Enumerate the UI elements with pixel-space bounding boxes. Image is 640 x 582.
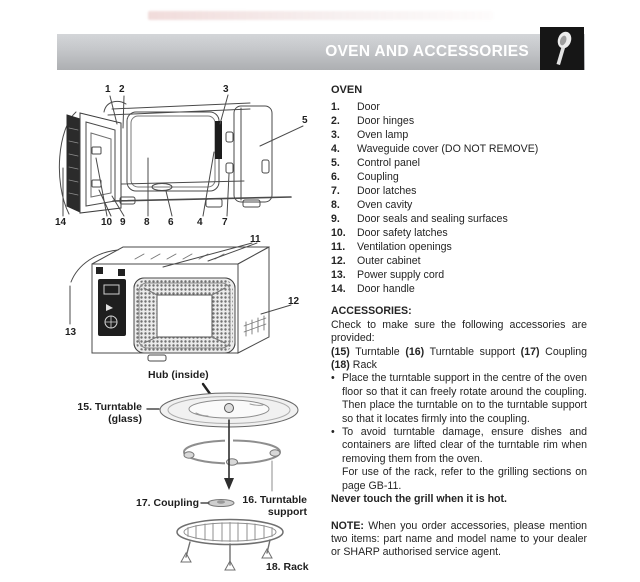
callout-14: 14 <box>55 217 67 228</box>
coupling-hub <box>152 184 172 191</box>
part-label: Oven lamp <box>357 129 409 142</box>
text-column <box>331 84 587 560</box>
header-bar <box>57 34 585 70</box>
part-label: Ventilation openings <box>357 241 452 254</box>
callout-5: 5 <box>302 115 308 126</box>
note-text: When you order accessories, please mention two items: part name and model name to your dealer or SHARP authorised service agent. <box>331 519 587 559</box>
page-title: OVEN AND ACCESSORIES <box>325 43 529 60</box>
accessories-intro: Check to make sure the following accessories are provided: <box>331 318 587 345</box>
part-number: 5. <box>331 157 340 170</box>
part-number: 8. <box>331 199 340 212</box>
turntable-diagram <box>147 384 298 507</box>
scan-artifact <box>148 11 493 20</box>
bullet-marker: • <box>331 426 335 439</box>
callout-1: 1 <box>105 84 111 95</box>
ref-16: (16) <box>405 345 425 358</box>
oven-cavity-diagram <box>70 243 291 361</box>
callout-10: 10 <box>101 217 113 228</box>
callout-12: 12 <box>288 296 300 307</box>
part-row <box>331 268 587 282</box>
part-label: Waveguide cover (DO NOT REMOVE) <box>357 143 539 156</box>
part-row <box>331 184 587 198</box>
part-label: Oven cavity <box>357 199 413 212</box>
part-number: 1. <box>331 101 340 114</box>
bullet-item <box>331 372 587 426</box>
part-row <box>331 240 587 254</box>
part-number: 6. <box>331 171 340 184</box>
part-number: 2. <box>331 115 340 128</box>
chapter-icon-box <box>540 27 584 70</box>
callout-13: 13 <box>65 327 77 338</box>
coupling-part <box>208 500 234 507</box>
bullet-marker: • <box>331 372 335 385</box>
part-label: Control panel <box>357 157 421 170</box>
turntable-hub <box>225 404 234 413</box>
turntable-glass <box>160 393 298 427</box>
part-row <box>331 198 587 212</box>
control-panel-housing <box>234 106 272 202</box>
note-label: NOTE: <box>331 519 364 532</box>
rack-label: 18. Rack <box>266 561 309 573</box>
part-label: Door safety latches <box>357 227 448 240</box>
oven-parts-list <box>331 100 587 296</box>
callout-4: 4 <box>197 217 203 228</box>
part-number: 11. <box>331 241 346 254</box>
callout-3: 3 <box>223 84 229 95</box>
part-label: Coupling <box>357 171 399 184</box>
part-label: Door latches <box>357 185 417 198</box>
ref-18: (18) <box>331 359 350 372</box>
hub-caption: Hub (inside) <box>148 369 209 381</box>
part-number: 13. <box>331 269 346 282</box>
ref-15: (15) <box>331 345 350 358</box>
part-number: 10. <box>331 227 346 240</box>
callout-8: 8 <box>144 217 150 228</box>
grill-warning: Never touch the grill when it is hot. <box>331 493 507 506</box>
part-number: 3. <box>331 129 340 142</box>
oven-cavity-window <box>127 112 219 191</box>
spoon-icon <box>540 27 584 70</box>
part-label: Power supply cord <box>357 269 445 282</box>
part-row <box>331 142 587 156</box>
part-label: Door handle <box>357 283 415 296</box>
part-row <box>331 226 587 240</box>
part-row <box>331 170 587 184</box>
callout-9: 9 <box>120 217 126 228</box>
part-label: Door seals and sealing surfaces <box>357 213 508 226</box>
callout-2: 2 <box>119 84 125 95</box>
rack-usage-note: For use of the rack, refer to the grilling sections on page GB-11. <box>342 466 587 492</box>
bullet-text: To avoid turntable damage, ensure dishes and containers are lifted clear of the turntable rim when removing them from the oven. <box>342 426 587 465</box>
callout-6: 6 <box>168 217 174 228</box>
bullet-text: Place the turntable support in the centre of the oven floor so that it can freely rotate around the coupling. Then place the turntable on to the turntable support so that it locates firmly into the coupling. <box>342 372 587 425</box>
control-panel <box>98 279 126 336</box>
oven-heading: OVEN <box>331 84 363 96</box>
oven-lamp-slot <box>215 121 222 159</box>
order-note <box>331 520 587 560</box>
part-row <box>331 254 587 268</box>
callout-11: 11 <box>250 234 261 245</box>
accessories-provided-line: (15) Turntable (16) Turntable support (17) Coupling (18) Rack <box>331 345 587 372</box>
ref-17: (17) <box>520 345 540 358</box>
part-number: 4. <box>331 143 340 156</box>
part-row <box>331 212 587 226</box>
part-row <box>331 100 587 114</box>
oven-open-door-diagram <box>59 95 303 216</box>
support-label: 16. Turntable support <box>242 494 307 518</box>
part-label: Door hinges <box>357 115 415 128</box>
part-row <box>331 282 587 296</box>
accessories-heading: ACCESSORIES: <box>331 305 412 318</box>
part-number: 14. <box>331 283 346 296</box>
part-row <box>331 114 587 128</box>
callout-7: 7 <box>222 217 228 228</box>
turntable-label: 15. Turntable (glass) <box>77 401 142 425</box>
part-label: Door <box>357 101 380 114</box>
part-number: 9. <box>331 213 340 226</box>
part-row <box>331 156 587 170</box>
turntable-support-ring <box>184 441 280 464</box>
part-row <box>331 128 587 142</box>
part-number: 7. <box>331 185 340 198</box>
bullet-item <box>331 426 587 466</box>
coupling-label: 17. Coupling <box>136 497 199 509</box>
part-number: 12. <box>331 255 346 268</box>
part-label: Outer cabinet <box>357 255 421 268</box>
